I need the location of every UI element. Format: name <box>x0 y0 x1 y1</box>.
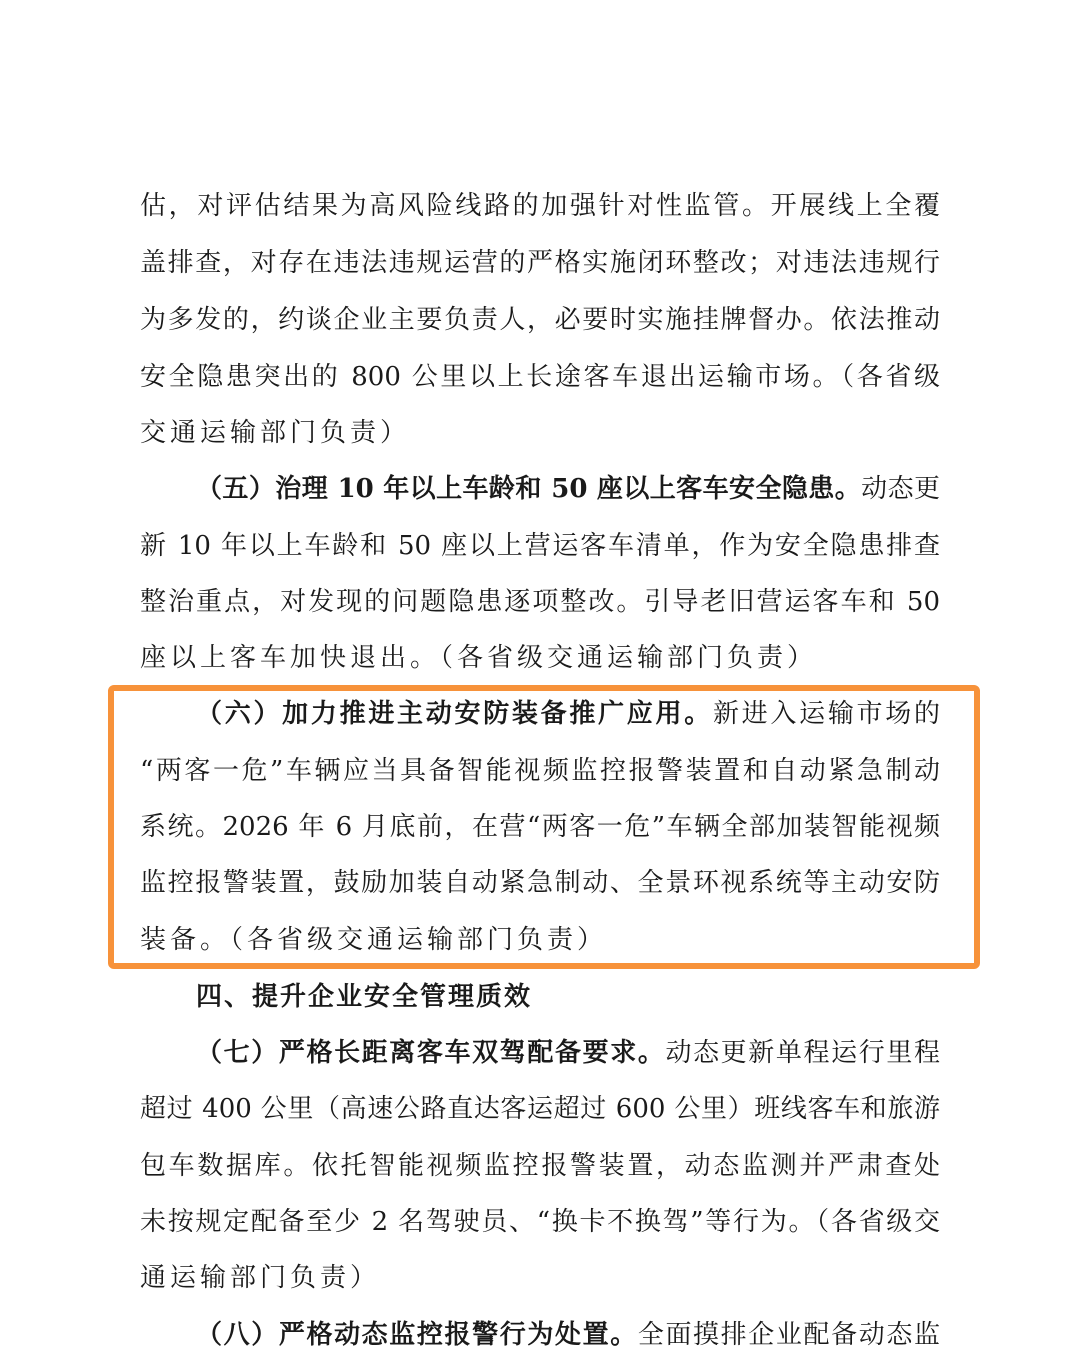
paragraph-title: （六）加力推进主动安防装备推广应用。 <box>196 699 713 729</box>
paragraph-text: 动态更新单程运行里程 <box>665 1038 940 1068</box>
paragraph-first-line <box>196 469 940 509</box>
paragraph-title: （八）严格动态监控报警行为处置。 <box>196 1320 638 1350</box>
paragraph-text: 动态更 <box>861 474 940 504</box>
paragraph-line: 系统。2026 年 6 月底前，在营“两客一危”车辆全部加装智能视频 <box>140 812 940 842</box>
paragraph-line: 为多发的，约谈企业主要负责人，必要时实施挂牌督办。依法推动 <box>140 305 940 335</box>
paragraph-first-line <box>196 1315 940 1355</box>
paragraph-text: 新进入运输市场的 <box>712 699 940 729</box>
paragraph-line: “两客一危”车辆应当具备智能视频监控报警装置和自动紧急制动 <box>140 756 940 786</box>
paragraph-first-line <box>196 694 940 734</box>
paragraph-title: （五）治理 10 年以上车龄和 50 座以上客车安全隐患。 <box>196 474 862 504</box>
paragraph-line: 交通运输部门负责） <box>140 418 411 448</box>
paragraph-line: 安全隐患突出的 800 公里以上长途客车退出运输市场。（各省级 <box>140 362 940 392</box>
paragraph-line: 通运输部门负责） <box>140 1263 381 1293</box>
paragraph-first-line <box>196 1033 940 1073</box>
paragraph-line: 盖排查，对存在违法违规运营的严格实施闭环整改；对违法违规行 <box>140 248 940 278</box>
paragraph-title: （七）严格长距离客车双驾配备要求。 <box>196 1038 666 1068</box>
paragraph-line: 座以上客车加快退出。（各省级交通运输部门负责） <box>140 643 818 673</box>
paragraph-line: 超过 400 公里（高速公路直达客运超过 600 公里）班线客车和旅游 <box>140 1094 940 1124</box>
paragraph-line: 估，对评估结果为高风险线路的加强针对性监管。开展线上全覆 <box>140 191 940 221</box>
paragraph-line: 监控报警装置，鼓励加装自动紧急制动、全景环视系统等主动安防 <box>140 868 940 898</box>
paragraph-line: 包车数据库。依托智能视频监控报警装置，动态监测并严肃查处 <box>140 1151 940 1181</box>
paragraph-line: 未按规定配备至少 2 名驾驶员、“换卡不换驾”等行为。（各省级交 <box>140 1207 940 1237</box>
section-heading: 四、提升企业安全管理质效 <box>196 982 533 1012</box>
paragraph-line: 装备。（各省级交通运输部门负责） <box>140 925 608 955</box>
paragraph-line: 新 10 年以上车龄和 50 座以上营运客车清单，作为安全隐患排查 <box>140 531 940 561</box>
paragraph-line: 整治重点，对发现的问题隐患逐项整改。引导老旧营运客车和 50 <box>140 587 940 617</box>
paragraph-text: 全面摸排企业配备动态监 <box>637 1320 940 1350</box>
